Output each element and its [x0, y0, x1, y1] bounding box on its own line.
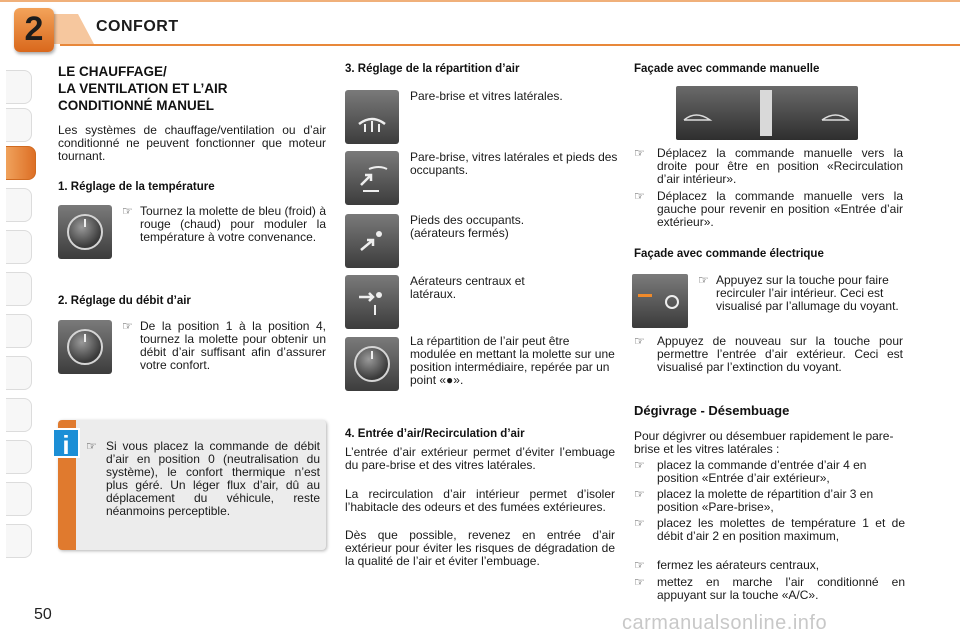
distribution-intermediate-text: La répartition de l’air peut être modulée en mettant la molette sur une position intermédiaire, repérée par un point «●». — [410, 334, 615, 387]
side-tab-8[interactable] — [6, 356, 32, 390]
distribution-knob-image — [345, 337, 399, 391]
bullet-icon: ☞ — [122, 319, 133, 333]
manual-bullet-2: Déplacez la commande manuelle vers la gauche pour revenir en position «Entrée d’air extérieur». — [657, 189, 903, 229]
bullet-icon: ☞ — [634, 487, 645, 501]
air-intake-paragraph-1: L’entrée d’air extérieur permet d’éviter l’embuage du pare-brise et des vitres latérales. — [345, 445, 615, 472]
manual-bullet-1: Déplacez la commande manuelle vers la droite pour être en position «Recirculation d’air intérieur». — [657, 146, 903, 186]
distribution-heading: 3. Réglage de la répartition d’air — [345, 63, 520, 75]
bullet-icon: ☞ — [86, 439, 97, 453]
air-intake-heading: 4. Entrée d’air/Recirculation d’air — [345, 428, 525, 440]
side-tab-7[interactable] — [6, 314, 32, 348]
air-intake-paragraph-2: La recirculation d’air intérieur permet d’isoler l’habitacle des odeurs et des fumées extérieures. — [345, 487, 615, 514]
airflow-heading: 2. Réglage du débit d’air — [58, 295, 191, 307]
knob-indicator — [371, 351, 373, 359]
side-tab-6[interactable] — [6, 272, 32, 306]
defrost-intro: Pour dégivrer ou désembuer rapidement le pare-brise et les vitres latérales : — [634, 429, 894, 456]
bullet-icon: ☞ — [698, 273, 709, 287]
defrost-heading: Dégivrage - Désembuage — [634, 403, 790, 418]
temperature-heading: 1. Réglage de la température — [58, 181, 215, 193]
airflow-knob-icon — [67, 329, 103, 365]
bullet-icon: ☞ — [634, 458, 645, 472]
bullet-icon: ☞ — [634, 189, 645, 203]
header-top-rule — [0, 0, 960, 2]
distribution-knob-icon — [354, 346, 390, 382]
windscreen-icon-glyph — [345, 90, 399, 144]
side-tab-2[interactable] — [6, 108, 32, 142]
electric-bullet-1: Appuyez sur la touche pour faire recirculer l’air intérieur. Ceci est visualisé par l’allumage du voyant. — [716, 273, 899, 313]
knob-indicator — [84, 334, 86, 342]
side-tab-10[interactable] — [6, 440, 32, 474]
chapter-number: 2 — [24, 10, 44, 48]
windscreen-feet-glyph — [345, 151, 399, 205]
knob-indicator — [84, 219, 86, 227]
defrost-step-3: placez les molettes de température 1 et de débit d’air 2 en position maximum, — [657, 516, 905, 543]
distribution-option-3-line2: (aérateurs fermés) — [410, 226, 509, 240]
recirculation-button-glyph — [632, 274, 688, 328]
chapter-tab-shape — [54, 14, 94, 44]
temperature-text: Tournez la molette de bleu (froid) à rouge (chaud) pour moduler la température à votre convenance. — [140, 204, 326, 244]
electric-control-heading: Façade avec commande électrique — [634, 248, 824, 260]
distribution-option-4-line2: latéraux. — [410, 287, 457, 301]
section-title-line2: LA VENTILATION ET L’AIR — [58, 81, 228, 96]
side-tab-active[interactable] — [6, 146, 36, 180]
side-tab-1[interactable] — [6, 70, 32, 104]
airflow-knob-image — [58, 320, 112, 374]
recirculation-slider-glyph — [676, 86, 858, 140]
intro-paragraph: Les systèmes de chauffage/ventilation ou d’air conditionné ne peuvent fonctionner que moteur tournant. — [58, 123, 326, 163]
section-title-line1: LE CHAUFFAGE/ — [58, 64, 167, 79]
page-header — [0, 0, 960, 56]
windscreen-demist-icon — [345, 90, 399, 144]
page-number: 50 — [34, 606, 52, 623]
chapter-badge — [14, 8, 54, 52]
face-vents-icon — [345, 275, 399, 329]
temperature-knob-image — [58, 205, 112, 259]
defrost-step-1: placez la commande d’entrée d’air 4 en position «Entrée d’air extérieur», — [657, 458, 867, 485]
defrost-step-5: mettez en marche l’air conditionné en appuyant sur la touche «A/C». — [657, 575, 905, 602]
side-tab-4[interactable] — [6, 188, 32, 222]
bullet-icon: ☞ — [634, 516, 645, 530]
electric-bullet-2: Appuyez de nouveau sur la touche pour permettre l’entrée d’air extérieur. Ceci est visualisé par l’extinction du voyant. — [657, 334, 903, 374]
info-note-text: Si vous placez la commande de débit d’air en position 0 (neutralisation du système), le confort thermique n’est plus géré. Un léger flux d’air, dû au déplacement du véhicule, reste néanmoins perceptible. — [106, 439, 320, 518]
defrost-step-4: fermez les aérateurs centraux, — [657, 558, 820, 572]
temperature-knob-icon — [67, 214, 103, 250]
chapter-side-tabs — [0, 64, 36, 584]
bullet-icon: ☞ — [634, 558, 645, 572]
side-tab-12[interactable] — [6, 524, 32, 558]
bullet-icon: ☞ — [634, 334, 645, 348]
distribution-option-3-line1: Pieds des occupants. — [410, 213, 525, 227]
face-vents-glyph — [345, 275, 399, 329]
header-rule — [60, 44, 960, 46]
bullet-icon: ☞ — [122, 204, 133, 218]
manual-control-heading: Façade avec commande manuelle — [634, 63, 820, 75]
watermark-text: carmanualsonline.info — [622, 612, 828, 634]
feet-icon — [345, 214, 399, 268]
side-tab-5[interactable] — [6, 230, 32, 264]
recirculation-button-image — [632, 274, 688, 328]
windscreen-feet-icon — [345, 151, 399, 205]
side-tab-9[interactable] — [6, 398, 32, 432]
manual-recirculation-slider-image — [676, 86, 858, 140]
defrost-step-2: placez la molette de répartition d’air 3 en position «Pare-brise», — [657, 487, 874, 514]
air-intake-paragraph-3: Dès que possible, revenez en entrée d’air extérieur pour éviter les risques de dégradation de la qualité de l’air et éviter l’embuage. — [345, 528, 615, 568]
distribution-option-4-line1: Aérateurs centraux et — [410, 274, 525, 288]
chapter-title: CONFORT — [96, 18, 179, 35]
airflow-text: De la position 1 à la position 4, tournez la molette pour obtenir un débit d’air suffisant afin d’assurer votre confort. — [140, 319, 326, 372]
feet-glyph — [345, 214, 399, 268]
section-title-line3: CONDITIONNÉ MANUEL — [58, 98, 214, 113]
distribution-option-1: Pare-brise et vitres latérales. — [410, 89, 563, 103]
side-tab-11[interactable] — [6, 482, 32, 516]
bullet-icon: ☞ — [634, 575, 645, 589]
info-icon: i — [52, 428, 80, 458]
bullet-icon: ☞ — [634, 146, 645, 160]
distribution-option-2: Pare-brise, vitres latérales et pieds des occupants. — [410, 150, 618, 177]
